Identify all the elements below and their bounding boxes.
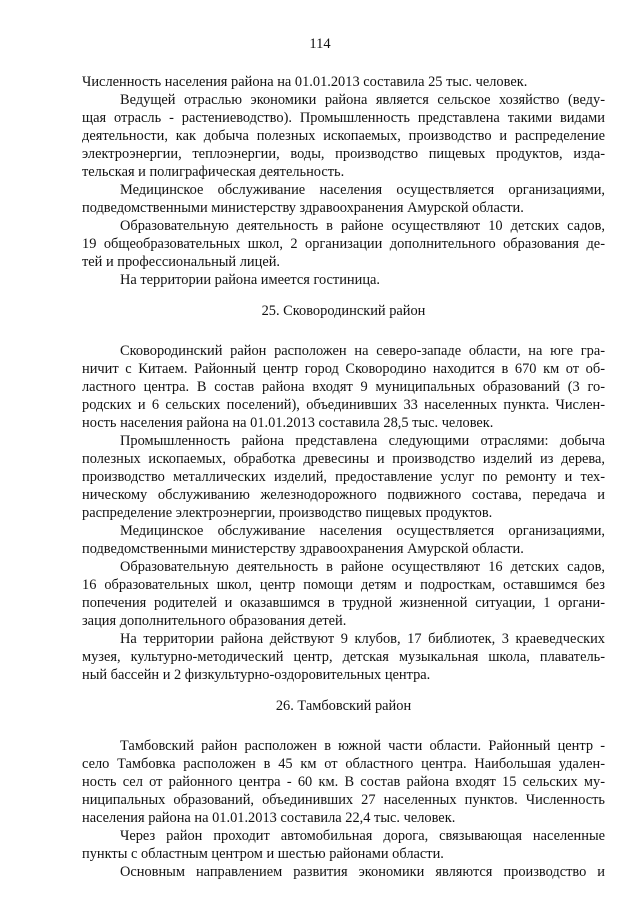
- spacer: [82, 715, 605, 737]
- text-line: Медицинское обслуживание населения осуществляется организациями,: [120, 523, 605, 539]
- text-line: населения района на 01.01.2013 составила 22,4 тыс. человек.: [82, 810, 456, 826]
- text-line: полезных ископаемых, обработка древесины и производство изделий из дерева,: [82, 451, 605, 467]
- paragraph: [82, 271, 605, 289]
- text-line: попечения родителей и оказавшимся в трудной жизненной ситуации, 1 органи-: [82, 595, 605, 611]
- text-line: подведомственными министерству здравоохранения Амурской области.: [82, 541, 524, 557]
- spacer: [82, 320, 605, 342]
- page-number: 114: [309, 36, 331, 52]
- paragraph: [82, 827, 605, 863]
- text-line: зация дополнительного образования детей.: [82, 613, 347, 629]
- text-line: деятельности, как добыча полезных ископаемых, производство и распределение: [82, 128, 605, 144]
- text-line: ническому обслуживанию железнодорожного подвижного состава, передача и: [82, 487, 605, 503]
- section-heading: 25. Сковородинский район: [261, 303, 426, 319]
- text-line: ность населения района на 01.01.2013 составила 28,5 тыс. человек.: [82, 415, 494, 431]
- text-line: Ведущей отраслью экономики района является сельское хозяйство (веду-: [120, 92, 605, 108]
- text-line: родских и 6 сельских поселений), объединивших 33 населенных пункта. Числен-: [82, 397, 605, 413]
- document-body: [82, 73, 605, 881]
- text-line: подведомственными министерству здравоохранения Амурской области.: [82, 200, 524, 216]
- paragraph: [82, 181, 605, 217]
- paragraph: [82, 630, 605, 684]
- text-line: Через район проходит автомобильная дорога, связывающая населенные: [120, 828, 605, 844]
- text-line: Образовательную деятельность в районе осуществляют 16 детских садов,: [120, 559, 605, 575]
- text-line: Сковородинский район расположен на северо-западе области, на юге гра-: [120, 343, 605, 359]
- text-line: производство металлических изделий, предоставление услуг по ремонту и тех-: [82, 469, 605, 485]
- text-line: электроэнергии, теплоэнергии, воды, производство пищевых продуктов, изда-: [82, 146, 605, 162]
- text-line: щая отрасль - растениеводство). Промышленность представлена такими видами: [82, 110, 605, 126]
- paragraph: [82, 737, 605, 827]
- spacer: [82, 684, 605, 697]
- text-line: Численность населения района на 01.01.2013 составила 25 тыс. человек.: [82, 74, 528, 90]
- paragraph: [82, 73, 605, 91]
- text-line: тей и профессиональный лицей.: [82, 254, 281, 270]
- paragraph: [82, 342, 605, 432]
- text-line: ный бассейн и 2 физкультурно-оздоровительных центра.: [82, 667, 431, 683]
- text-line: 16 образовательных школ, центр помощи детям и подросткам, оставшимся без: [82, 577, 605, 593]
- text-line: Основным направлением развития экономики являются производство и: [120, 864, 605, 880]
- text-line: ничит с Китаем. Районный центр город Сковородино находится в 670 км от об-: [82, 361, 605, 377]
- text-line: Образовательную деятельность в районе осуществляют 10 детских садов,: [120, 218, 605, 234]
- text-line: пункты с областным центром и шестью районами области.: [82, 846, 444, 862]
- text-line: музея, культурно-методический центр, детская музыкальная школа, плаватель-: [82, 649, 605, 665]
- spacer: [82, 289, 605, 302]
- section-heading: 26. Тамбовский район: [275, 698, 412, 714]
- text-line: село Тамбовка расположен в 45 км от областного центра. Наибольшая удален-: [82, 756, 605, 772]
- text-line: ластного центра. В состав района входят 9 муниципальных образований (3 го-: [82, 379, 605, 395]
- text-line: Медицинское обслуживание населения осуществляется организациями,: [120, 182, 605, 198]
- paragraph: [82, 558, 605, 630]
- text-line: Тамбовский район расположен в южной части области. Районный центр -: [120, 738, 605, 754]
- paragraph: [82, 863, 605, 881]
- text-line: ность сел от районного центра - 60 км. В состав района входят 15 сельских му-: [82, 774, 605, 790]
- text-line: распределение электроэнергии, производство пищевых продуктов.: [82, 505, 493, 521]
- paragraph: [82, 522, 605, 558]
- paragraph: [82, 217, 605, 271]
- text-line: На территории района имеется гостиница.: [120, 272, 381, 288]
- paragraph: [82, 432, 605, 522]
- text-line: ниципальных образований, объединивших 27 населенных пунктов. Численность: [82, 792, 605, 808]
- text-line: тельская и полиграфическая деятельность.: [82, 164, 345, 180]
- text-line: На территории района действуют 9 клубов, 17 библиотек, 3 краеведческих: [120, 631, 605, 647]
- paragraph: [82, 91, 605, 181]
- text-line: 19 общеобразовательных школ, 2 организации дополнительного образования де-: [82, 236, 605, 252]
- text-line: Промышленность района представлена следующими отраслями: добыча: [120, 433, 605, 449]
